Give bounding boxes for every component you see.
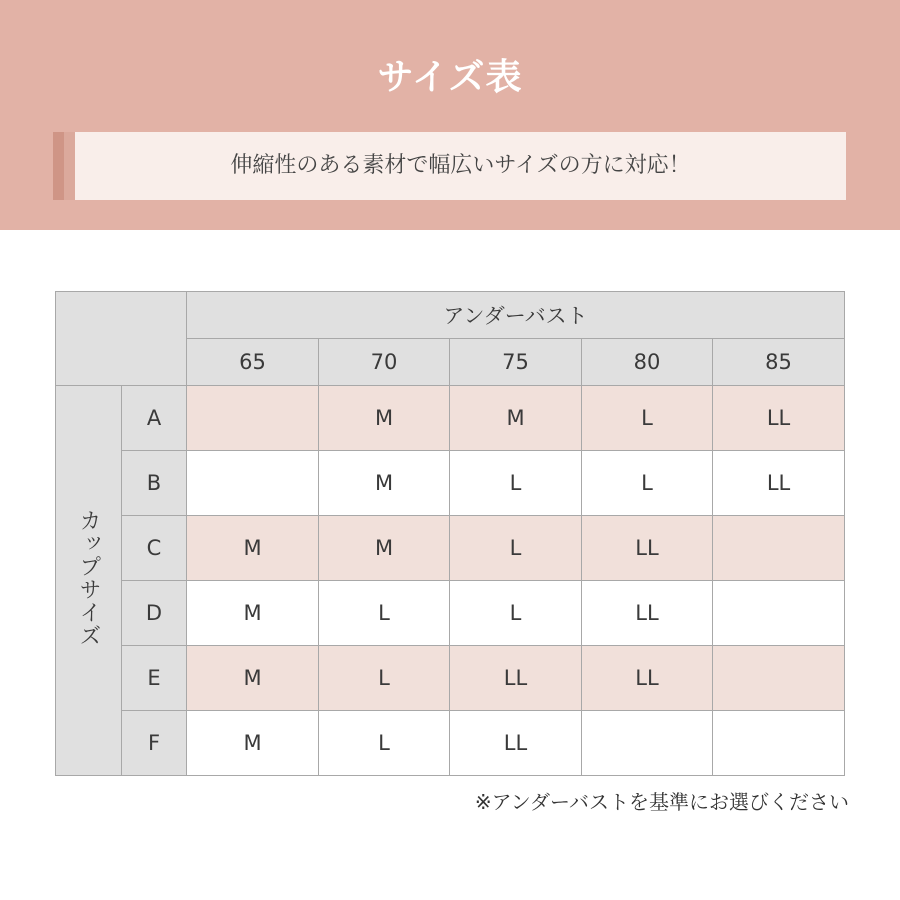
under-bust-value: 70 [319,339,450,386]
size-cell [187,451,319,516]
cup-label: A [122,386,187,451]
size-cell [713,581,845,646]
size-cell: L [319,581,450,646]
size-cell: M [319,516,450,581]
size-cell: L [582,386,713,451]
subtitle-box [53,132,846,200]
table-row [56,581,845,646]
subtitle-text: 伸縮性のある素材で幅広いサイズの方に対応！ [230,153,691,178]
size-cell: M [450,386,582,451]
size-cell: M [187,516,319,581]
table-row [56,451,845,516]
subtitle-accent-bar [53,132,75,200]
size-cell [713,516,845,581]
size-cell: L [450,581,582,646]
cup-label: F [122,711,187,776]
table-row [56,386,845,451]
size-cell: LL [450,646,582,711]
size-cell: M [187,711,319,776]
size-cell: M [319,451,450,516]
size-cell: LL [713,451,845,516]
under-bust-value: 65 [187,339,319,386]
size-cell: L [450,451,582,516]
size-cell [582,711,713,776]
table-row [56,646,845,711]
size-cell: LL [450,711,582,776]
corner-cell [56,292,187,386]
size-cell: L [582,451,713,516]
footnote: ※アンダーバストを基準にお選びください [474,790,849,814]
table-row [56,711,845,776]
size-cell [187,386,319,451]
size-cell: L [319,646,450,711]
cup-label: D [122,581,187,646]
size-cell: M [187,646,319,711]
size-table [55,291,845,776]
size-cell: LL [582,516,713,581]
size-cell: M [187,581,319,646]
size-cell: LL [582,646,713,711]
size-cell [713,646,845,711]
size-cell: L [450,516,582,581]
header-banner [0,0,900,230]
cup-label: E [122,646,187,711]
under-bust-value: 75 [450,339,582,386]
under-bust-value: 85 [713,339,845,386]
size-cell: L [319,711,450,776]
cup-size-label: カップサイズ [76,509,101,647]
size-cell: LL [582,581,713,646]
size-cell: LL [713,386,845,451]
cup-size-header [56,386,122,776]
under-bust-value: 80 [582,339,713,386]
under-bust-header: アンダーバスト [187,292,845,339]
size-cell [713,711,845,776]
table-row [56,516,845,581]
size-cell: M [319,386,450,451]
page-title: サイズ表 [377,57,523,98]
cup-label: B [122,451,187,516]
cup-label: C [122,516,187,581]
